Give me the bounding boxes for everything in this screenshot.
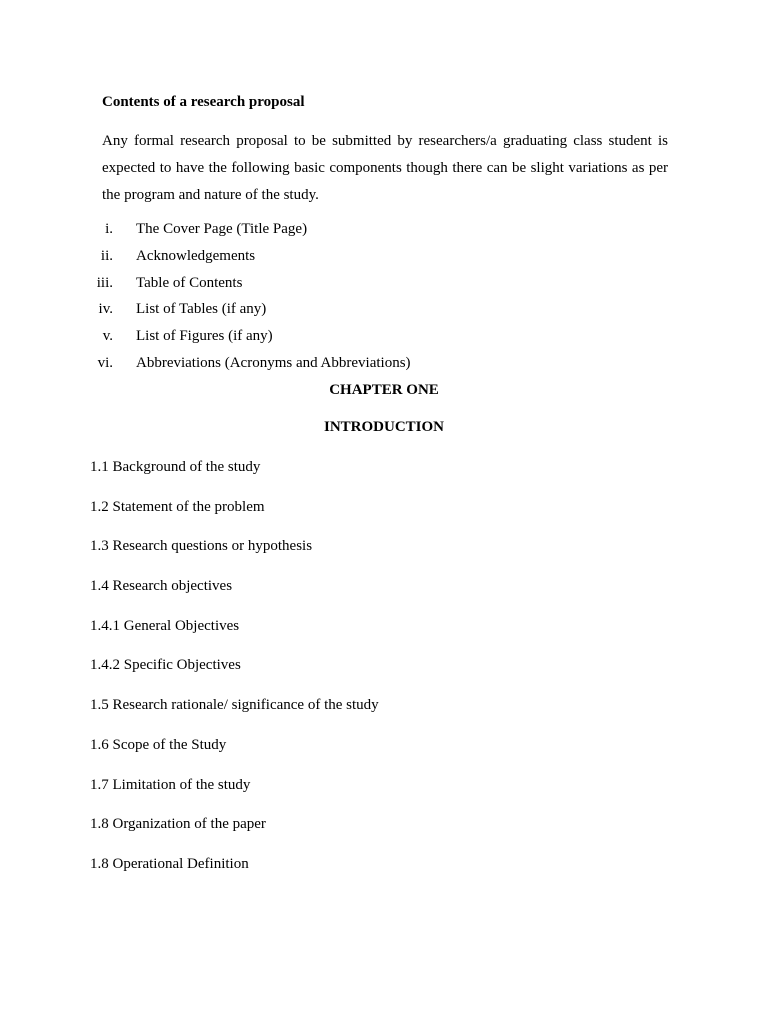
list-item-number: vi. — [97, 354, 113, 371]
list-item-text: List of Figures (if any) — [136, 328, 273, 345]
section-item: 1.5 Research rationale/ significance of the study — [90, 697, 379, 714]
section-item: 1.6 Scope of the Study — [90, 736, 227, 753]
section-item: 1.4.2 Specific Objectives — [90, 657, 241, 674]
front-matter-list — [0, 218, 768, 379]
list-item — [0, 272, 768, 299]
list-item-text: List of Tables (if any) — [136, 301, 267, 318]
section-item: 1.4.1 General Objectives — [90, 617, 240, 634]
section-item: 1.2 Statement of the problem — [90, 498, 265, 515]
list-item — [0, 352, 768, 379]
list-item-number: v. — [102, 328, 113, 345]
list-item-number: ii. — [100, 247, 113, 264]
section-item: 1.7 Limitation of the study — [90, 776, 251, 793]
section-item: 1.8 Organization of the paper — [90, 816, 266, 833]
list-item-number: i. — [105, 221, 113, 237]
intro-paragraph: Any formal research proposal to be submitted by researchers/a graduating class student is expected to have the following basic components though there can be slight variations as per the program and nature of the study. — [102, 133, 668, 203]
list-item-text: Table of Contents — [136, 274, 243, 291]
list-item — [0, 245, 768, 272]
list-item-number: iv. — [98, 301, 113, 318]
section-item: 1.3 Research questions or hypothesis — [90, 538, 313, 555]
list-item — [0, 298, 768, 325]
section-item: 1.8 Operational Definition — [90, 855, 249, 872]
section-item: 1.1 Background of the study — [90, 459, 261, 475]
document-heading: Contents of a research proposal — [102, 94, 305, 110]
list-item-text: Acknowledgements — [136, 247, 256, 264]
section-item: 1.4 Research objectives — [90, 578, 233, 595]
list-item-text: The Cover Page (Title Page) — [136, 221, 308, 237]
section-list — [90, 456, 379, 893]
list-item — [0, 325, 768, 352]
list-item-text: Abbreviations (Acronyms and Abbreviations) — [136, 354, 411, 371]
list-item — [0, 218, 768, 245]
chapter-title: CHAPTER ONE — [329, 382, 439, 398]
list-item-number: iii. — [96, 274, 113, 291]
chapter-subtitle: INTRODUCTION — [323, 419, 444, 435]
